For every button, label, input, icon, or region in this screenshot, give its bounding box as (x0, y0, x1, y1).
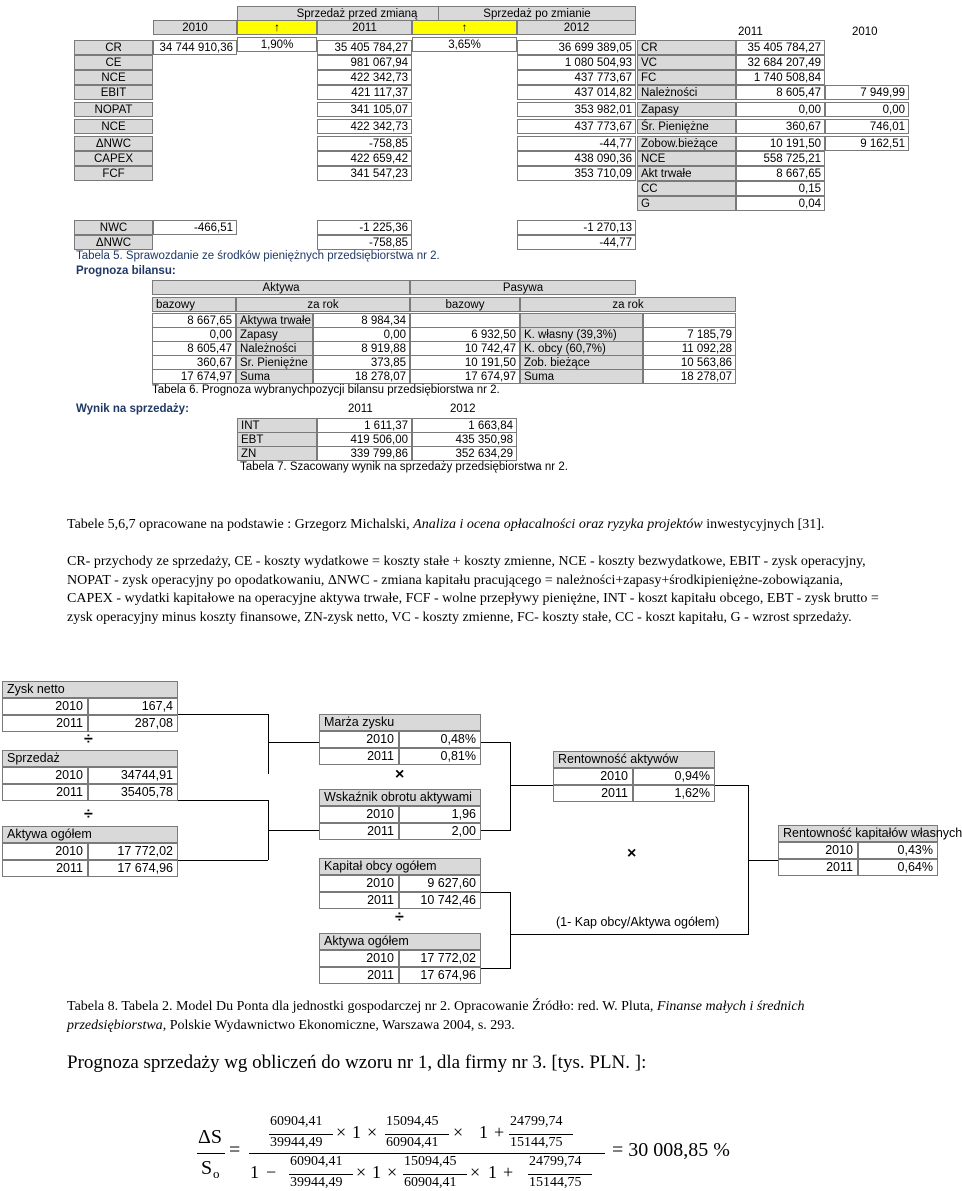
right-value-2010: 0,00 (825, 102, 909, 117)
right-row-label: FC (637, 70, 736, 85)
one: 1 (352, 1122, 361, 1142)
right-value-2011: 0,00 (736, 102, 825, 117)
value-2012: -44,77 (517, 136, 636, 151)
t7-value-2011: 339 799,86 (317, 446, 412, 461)
wskaznik-value: 1,96 (399, 806, 481, 823)
value-2012: 353 710,09 (517, 166, 636, 181)
connector-line (510, 892, 511, 969)
right-value-2010: 746,01 (825, 119, 909, 134)
value-2012: 353 982,01 (517, 102, 636, 117)
value-2011: 422 342,73 (317, 119, 412, 134)
balance-forecast-title: Prognoza bilansu: (76, 265, 176, 277)
connector-line (510, 934, 748, 935)
roe-year: 2010 (778, 842, 858, 859)
value-2012: 438 090,36 (517, 151, 636, 166)
times-sign: × (356, 1162, 367, 1182)
table8-caption (67, 998, 887, 1035)
roa-value: 1,62% (633, 785, 715, 802)
liab-next-value: 11 092,28 (643, 341, 736, 356)
header-before-change: Sprzedaż przed zmianą (237, 6, 477, 21)
roe-value: 0,43% (858, 842, 938, 859)
num-term-1: 60904,41 (290, 1154, 343, 1169)
aktywa2-year: 2011 (319, 967, 399, 984)
liab-base-value: 17 674,97 (410, 369, 520, 384)
source-text: Tabele 5,6,7 opracowane na podstawie : Grzegorz Michalski, (67, 517, 414, 532)
roe-year: 2011 (778, 859, 858, 876)
t7-value-2012: 435 350,98 (412, 432, 517, 447)
right-value-2011: 8 605,47 (736, 85, 825, 100)
right-value-2011: 32 684 207,49 (736, 55, 825, 70)
divide-icon: ÷ (395, 909, 404, 926)
kapital_obcy-title: Kapitał obcy ogółem (319, 858, 481, 875)
t7-value-2011: 419 506,00 (317, 432, 412, 447)
assets-base-value: 360,67 (152, 355, 236, 370)
marza-year: 2010 (319, 731, 399, 748)
liab-label (520, 313, 643, 328)
right-value-2011: 1 740 508,84 (736, 70, 825, 85)
assets-base-value: 8 605,47 (152, 341, 236, 356)
up-arrow-icon: ↑ (412, 20, 517, 35)
sprzedaz-value: 35405,78 (88, 784, 178, 801)
plus-sign: + (494, 1122, 505, 1142)
wskaznik-title: Wskaźnik obrotu aktywami (319, 789, 481, 806)
row-label: NWC (74, 220, 153, 235)
right-value-2010: 9 162,51 (825, 136, 909, 151)
minus-sign: − (266, 1162, 277, 1182)
aktywa1-value: 17 772,02 (88, 843, 178, 860)
assets-label: Suma (236, 369, 313, 384)
formula-result: = 30 008,85 % (612, 1139, 730, 1161)
year-2012: 2012 (517, 20, 636, 35)
table6-caption: Tabela 6. Prognoza wybranychpozycji bilansu przedsiębiorstwa nr 2. (152, 384, 500, 396)
connector-line (748, 860, 778, 861)
liab-base-value: 10 742,47 (410, 341, 520, 356)
roa-year: 2010 (553, 768, 633, 785)
right-row-label: Akt trwałe (637, 166, 736, 181)
assets-next-value: 0,00 (313, 327, 410, 342)
sprzedaz-year: 2011 (2, 784, 88, 801)
liab-label: K. obcy (60,7%) (520, 341, 643, 356)
divide-icon: ÷ (84, 806, 93, 823)
source-text-end: inwestycyjnych [31]. (702, 517, 825, 532)
assets-next-header: za rok (236, 297, 410, 312)
zysk_netto-value: 167,4 (88, 698, 178, 715)
forecast-title: Prognoza sprzedaży wg obliczeń do wzoru nr 1, dla firmy nr 3. [tys. PLN. ]: (67, 1052, 647, 1073)
value-2011: 35 405 784,27 (317, 40, 412, 55)
assets-label: Zapasy (236, 327, 313, 342)
lhs-denominator: S (201, 1157, 213, 1179)
assets-base-header: bazowy (152, 297, 236, 312)
row-label: EBIT (74, 85, 153, 100)
roa-title: Rentowność aktywów (553, 751, 715, 768)
times-sign: × (387, 1162, 398, 1182)
liab-base-value: 6 932,50 (410, 327, 520, 342)
up-arrow-icon: ↑ (237, 20, 317, 35)
right-row-label: CR (637, 40, 736, 55)
zysk_netto-value: 287,08 (88, 715, 178, 732)
liab-base-header: bazowy (410, 297, 520, 312)
wskaznik-year: 2011 (319, 823, 399, 840)
den-term-1: 39944,49 (290, 1175, 343, 1190)
liabilities-header: Pasywa (410, 280, 636, 295)
row-label: ΔNWC (74, 235, 153, 250)
wskaznik-year: 2010 (319, 806, 399, 823)
connector-line (178, 860, 268, 861)
assets-base-value: 0,00 (152, 327, 236, 342)
roa-year: 2011 (553, 785, 633, 802)
year-2011: 2011 (317, 20, 412, 35)
num-term-2: 15094,45 (404, 1154, 457, 1169)
assets-next-value: 373,85 (313, 355, 410, 370)
plus-sign: + (503, 1162, 514, 1182)
right-value-2010: 7 949,99 (825, 85, 909, 100)
connector-line (481, 968, 510, 969)
value-2011: -758,85 (317, 136, 412, 151)
t7-value-2012: 1 663,84 (412, 418, 517, 433)
right-row-label: NCE (637, 151, 736, 166)
caption8-text-end: , Polskie Wydawnictwo Ekonomiczne, Warszawa 2004, s. 293. (162, 1017, 515, 1033)
right-year-2010: 2010 (852, 26, 878, 38)
den-term-2: 60904,41 (386, 1135, 439, 1150)
t7-year-2011: 2011 (348, 403, 373, 415)
value-2012: 437 773,67 (517, 70, 636, 85)
num-term-3: 24799,74 (510, 1114, 563, 1129)
value-2011: -758,85 (317, 235, 412, 250)
t7-label: INT (237, 418, 317, 433)
multiply-icon: × (627, 845, 637, 862)
source-title: Analiza i ocena opłacalności oraz ryzyka projektów (413, 517, 703, 532)
row-label: ΔNWC (74, 136, 153, 151)
right-value-2011: 558 725,21 (736, 151, 825, 166)
liab-label: Suma (520, 369, 643, 384)
one: 1 (479, 1122, 488, 1142)
liab-label: Zob. bieżące (520, 355, 643, 370)
caption8-text: Tabela 8. Tabela 2. Model Du Ponta dla jednostki gospodarczej nr 2. Opracowanie Źródło: red. W. Pluta, (67, 999, 657, 1014)
connector-line (481, 830, 510, 831)
marza-value: 0,48% (399, 731, 481, 748)
one: 1 (250, 1162, 259, 1182)
zysk_netto-year: 2010 (2, 698, 88, 715)
right-value-2011: 35 405 784,27 (736, 40, 825, 55)
sprzedaz-year: 2010 (2, 767, 88, 784)
right-row-label: CC (637, 181, 736, 196)
capital-ratio-label: (1- Kap obcy/Aktywa ogółem) (556, 915, 720, 929)
value-2011: 421 117,37 (317, 85, 412, 100)
one: 1 (488, 1162, 497, 1182)
liab-label: K. własny (39,3%) (520, 327, 643, 342)
right-value-2011: 8 667,65 (736, 166, 825, 181)
lhs-numerator: ΔS (198, 1126, 222, 1148)
assets-header: Aktywa (152, 280, 410, 295)
den-term-2: 60904,41 (404, 1175, 457, 1190)
multiply-icon: × (395, 766, 405, 783)
assets-next-value: 8 919,88 (313, 341, 410, 356)
connector-line (268, 830, 319, 831)
zysk_netto-title: Zysk netto (2, 681, 178, 698)
times-sign: × (367, 1122, 378, 1142)
right-value-2011: 10 191,50 (736, 136, 825, 151)
value-2011: -1 225,36 (317, 220, 412, 235)
right-value-2011: 0,15 (736, 181, 825, 196)
roe-title: Rentowność kapitałów własnych (778, 825, 938, 842)
row-label: CAPEX (74, 151, 153, 166)
header-after-change: Sprzedaż po zmianie (438, 6, 636, 21)
num-term-1: 60904,41 (270, 1114, 323, 1129)
table7-caption: Tabela 7. Szacowany wynik na sprzedaży przedsiębiorstwa nr 2. (240, 461, 568, 473)
marza-value: 0,81% (399, 748, 481, 765)
aktywa2-title: Aktywa ogółem (319, 933, 481, 950)
aktywa1-title: Aktywa ogółem (2, 826, 178, 843)
t7-year-2012: 2012 (450, 403, 476, 415)
liab-base-value: 10 191,50 (410, 355, 520, 370)
assets-label: Należności (236, 341, 313, 356)
sprzedaz-value: 34744,91 (88, 767, 178, 784)
times-sign: × (453, 1122, 464, 1142)
value-2010: -466,51 (153, 220, 237, 235)
connector-line (268, 714, 269, 774)
liab-base-value (410, 313, 520, 328)
value-2012: -44,77 (517, 235, 636, 250)
kapital_obcy-year: 2011 (319, 892, 399, 909)
one: 1 (372, 1162, 381, 1182)
value-2011: 341 547,23 (317, 166, 412, 181)
aktywa1-year: 2011 (2, 860, 88, 877)
liab-next-value: 10 563,86 (643, 355, 736, 370)
aktywa2-value: 17 772,02 (399, 950, 481, 967)
aktywa1-year: 2010 (2, 843, 88, 860)
den-term-3: 15144,75 (529, 1175, 582, 1190)
t7-label: ZN (237, 446, 317, 461)
assets-next-value: 18 278,07 (313, 369, 410, 384)
right-row-label: Śr. Pieniężne (637, 119, 736, 134)
year-2010: 2010 (153, 20, 237, 35)
right-row-label: G (637, 196, 736, 211)
aktywa2-year: 2010 (319, 950, 399, 967)
value-2011: 422 659,42 (317, 151, 412, 166)
kapital_obcy-value: 10 742,46 (399, 892, 481, 909)
caption8-title: Finanse małych i średnich przedsiębiorstwa (67, 999, 805, 1033)
right-row-label: Zobow.bieżące (637, 136, 736, 151)
t7-value-2012: 352 634,29 (412, 446, 517, 461)
growth-pct-1: 1,90% (237, 37, 317, 52)
right-row-label: Należności (637, 85, 736, 100)
equals-sign: = (229, 1139, 241, 1161)
right-value-2011: 0,04 (736, 196, 825, 211)
row-label: NOPAT (74, 102, 153, 117)
roe-value: 0,64% (858, 859, 938, 876)
kapital_obcy-year: 2010 (319, 875, 399, 892)
row-label: CR (74, 40, 153, 55)
connector-line (268, 742, 319, 743)
value-2012: -1 270,13 (517, 220, 636, 235)
fraction-bar (197, 1153, 225, 1154)
marza-title: Marża zysku (319, 714, 481, 731)
liab-next-value (643, 313, 736, 328)
connector-line (481, 742, 510, 743)
value-2012: 1 080 504,93 (517, 55, 636, 70)
value-2011: 422 342,73 (317, 70, 412, 85)
times-sign: × (336, 1122, 347, 1142)
connector-line (510, 785, 553, 786)
sprzedaz-title: Sprzedaż (2, 750, 178, 767)
marza-year: 2011 (319, 748, 399, 765)
kapital_obcy-value: 9 627,60 (399, 875, 481, 892)
den-term-3: 15144,75 (510, 1135, 563, 1150)
value-2011: 981 067,94 (317, 55, 412, 70)
t7-value-2011: 1 611,37 (317, 418, 412, 433)
row-label: NCE (74, 70, 153, 85)
source-note (67, 516, 887, 535)
assets-base-value: 8 667,65 (152, 313, 236, 328)
right-year-2011: 2011 (738, 26, 763, 38)
definitions-paragraph: CR- przychody ze sprzedaży, CE - koszty wydatkowe = koszty stałe + koszty zmienne, NCE - koszty bezwydatkowe, EBIT - zysk operacyjny, NOPAT - zysk operacyjny po opodatkowaniu, ΔNWC - zmiana kapitału pracującego = należności+zapasy+środkipieniężne-zobowiązania, CAPEX - wydatki kapitałowe na operacyjne aktywa trwałe, FCF - wolne przepływy pieniężne, INT - koszt kapitału obcego, EBT - zysk brutto = zysk operacyjny minus koszty finansowe, ZN-zysk netto, VC - koszty zmienne, FC- koszty stałe, CC - koszt kapitału, G - wzrost sprzedaży. (67, 554, 879, 625)
row-label: FCF (74, 166, 153, 181)
connector-line (510, 742, 511, 831)
right-row-label: Zapasy (637, 102, 736, 117)
growth-pct-2: 3,65% (412, 37, 517, 52)
value-2012: 36 699 389,05 (517, 40, 636, 55)
zysk_netto-year: 2011 (2, 715, 88, 732)
connector-line (178, 714, 268, 715)
row-label: CE (74, 55, 153, 70)
connector-line (715, 785, 748, 786)
value-2012: 437 014,82 (517, 85, 636, 100)
value-2011: 341 105,07 (317, 102, 412, 117)
connector-line (481, 892, 510, 893)
connector-line (178, 800, 268, 801)
times-sign: × (470, 1162, 481, 1182)
right-row-label: VC (637, 55, 736, 70)
assets-label: Aktywa trwałe (236, 313, 313, 328)
value-2010: 34 744 910,36 (153, 40, 237, 55)
num-term-3: 24799,74 (529, 1154, 582, 1169)
table5-caption: Tabela 5. Sprawozdanie ze środków pieniężnych przedsiębiorstwa nr 2. (76, 250, 440, 262)
aktywa2-value: 17 674,96 (399, 967, 481, 984)
assets-next-value: 8 984,34 (313, 313, 410, 328)
liab-next-value: 7 185,79 (643, 327, 736, 342)
assets-base-value: 17 674,97 (152, 369, 236, 384)
value-2012: 437 773,67 (517, 119, 636, 134)
wskaznik-value: 2,00 (399, 823, 481, 840)
divide-icon: ÷ (84, 731, 93, 748)
row-label: NCE (74, 119, 153, 134)
lhs-subscript: o (213, 1166, 220, 1181)
aktywa1-value: 17 674,96 (88, 860, 178, 877)
right-value-2011: 360,67 (736, 119, 825, 134)
liab-next-header: za rok (520, 297, 736, 312)
den-term-1: 39944,49 (270, 1135, 323, 1150)
sales-result-title: Wynik na sprzedaży: (76, 403, 189, 415)
roa-value: 0,94% (633, 768, 715, 785)
t7-label: EBT (237, 432, 317, 447)
liab-next-value: 18 278,07 (643, 369, 736, 384)
assets-label: Sr. Pieniężne (236, 355, 313, 370)
num-term-2: 15094,45 (386, 1114, 439, 1129)
